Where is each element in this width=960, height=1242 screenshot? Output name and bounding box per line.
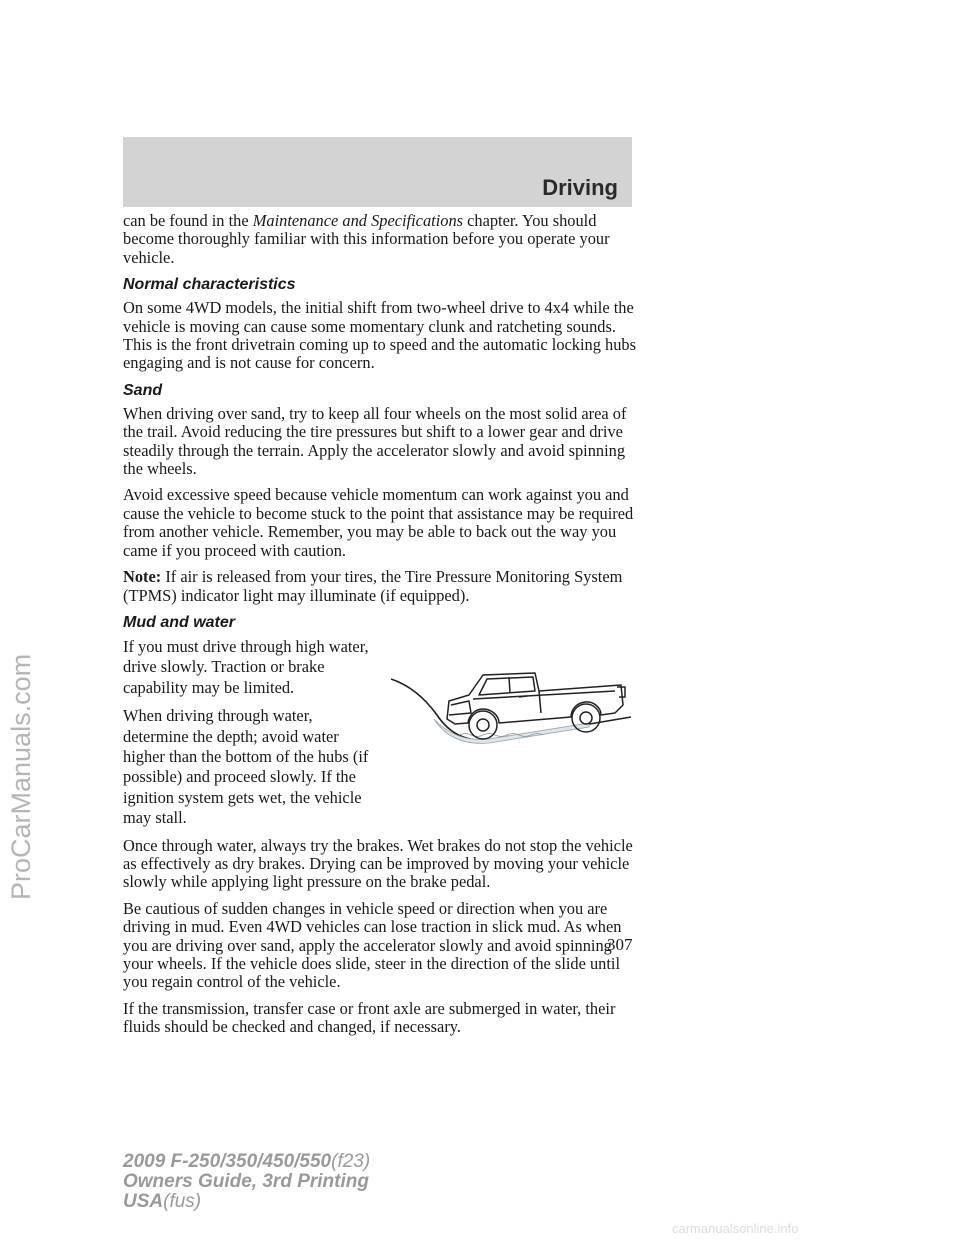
sand-paragraph-2: Avoid excessive speed because vehicle momentum can work against you and cause the vehicle to become stuck to the point that assistance may be required from another vehicle. Remember, you may be able to back out the way you came if you proceed with caution. (123, 485, 634, 560)
footer-model: 2009 F-250/350/450/550 (123, 1151, 332, 1172)
heading-mud-and-water: Mud and water (123, 613, 236, 631)
sand-note (123, 568, 637, 605)
mud-paragraph-5: If the transmission, transfer case or front axle are submerged in water, their fluids should be checked and changed, if necessary. (123, 998, 616, 1037)
intro-paragraph (123, 212, 637, 267)
footer-market: USA (123, 1191, 164, 1212)
heading-sand: Sand (123, 381, 163, 399)
truck-in-water-illustration (389, 657, 633, 752)
sand-paragraph-1: When driving over sand, try to keep all four wheels on the most solid area of the trail. Avoid reducing the tire pressures but shift to a lower gear and drive steadily through the terrain. Apply the accelerator slowly and avoid spinning the wheels. (123, 403, 627, 479)
chapter-reference: Maintenance and Specifications (252, 211, 464, 230)
footer-market-code: (fus) (163, 1191, 202, 1212)
footer-line-3 (123, 1192, 370, 1212)
intro-text: can be found in the (123, 211, 253, 230)
footer-line-2: Owners Guide, 3rd Printing (123, 1171, 369, 1192)
intro-text-rest: chapter. You should become thoroughly familiar with this information before you operate your vehicle. (123, 211, 610, 267)
section-title: Driving (542, 175, 618, 200)
note-label: Note: (123, 567, 162, 587)
mud-paragraph-1: If you must drive through high water, drive slowly. Traction or brake capability may be limited. (123, 636, 369, 697)
page-number: 307 (607, 935, 633, 954)
heading-normal-characteristics: Normal characteristics (123, 276, 296, 294)
page-content (123, 212, 637, 1045)
mud-section-row (123, 637, 637, 837)
mud-text-column (123, 637, 381, 837)
mud-paragraph-3: Once through water, always try the brakes. Wet brakes do not stop the vehicle as effectively as dry brakes. Drying can be improved by moving your vehicle slowly while applying light pressure on the brake pedal. (123, 835, 633, 892)
footer (123, 1152, 370, 1212)
footer-line-1 (123, 1152, 370, 1172)
normal-paragraph: On some 4WD models, the initial shift from two-wheel drive to 4x4 while the vehicle is moving can cause some momentary clunk and ratcheting sounds. This is the front drivetrain coming up to speed and the automatic locking hubs engaging and is not cause for concern. (123, 298, 637, 373)
mud-paragraph-4: Be cautious of sudden changes in vehicle speed or direction when you are driving in mud. Even 4WD vehicles can lose traction in slick mud. As when you are driving over sand, apply the accelerator slowly and avoid spinning your wheels. If the vehicle does slide, steer in the direction of the slide until you regain control of the vehicle. (123, 898, 622, 992)
mud-paragraph-2: When driving through water, determine the depth; avoid water higher than the bottom of the hubs (if possible) and proceed slowly. If the ignition system gets wet, the vehicle may stall. (123, 706, 369, 828)
header-band (123, 137, 632, 207)
site-watermark: carmanualsonline.info (672, 1221, 799, 1236)
note-text: If air is released from your tires, the Tire Pressure Monitoring System (TPMS) indicator light may illuminate (if equipped). (123, 567, 623, 605)
footer-model-code: (f23) (331, 1151, 371, 1172)
side-watermark: ProCarManuals.com (6, 653, 36, 900)
